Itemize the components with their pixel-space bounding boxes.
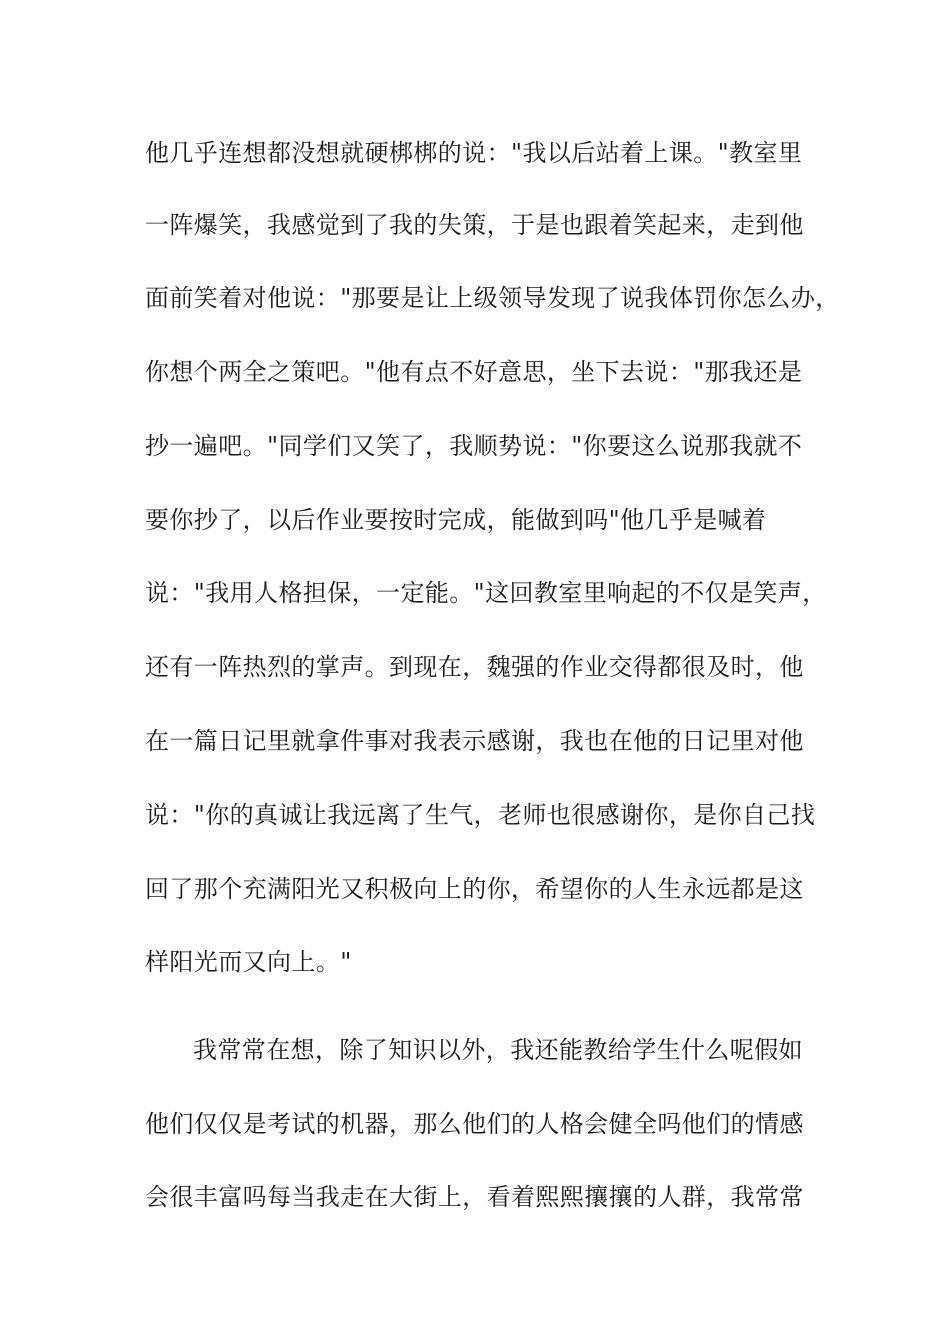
text-line: 他们仅仅是考试的机器，那么他们的人格会健全吗他们的情感 — [145, 1110, 804, 1138]
text-line: 在一篇日记里就拿件事对我表示感谢，我也在他的日记里对他 — [145, 727, 804, 755]
text-line: 会很丰富吗每当我走在大街上，看着熙熙攘攘的人群，我常常 — [145, 1183, 804, 1211]
text-line: 面前笑着对他说："那要是让上级领导发现了说我体罚你怎么办， — [145, 284, 840, 312]
text-line: 你想个两全之策吧。"他有点不好意思，坐下去说："那我还是 — [145, 358, 803, 386]
text-line: 样阳光而又向上。" — [145, 948, 352, 976]
paragraph-start-line: 我常常在想，除了知识以外，我还能教给学生什么呢假如 — [193, 1036, 803, 1064]
text-line: 回了那个充满阳光又积极向上的你，希望你的人生永远都是这 — [145, 875, 804, 903]
text-line: 还有一阵热烈的掌声。到现在，魏强的作业交得都很及时，他 — [145, 653, 804, 681]
text-line: 抄一遍吧。"同学们又笑了，我顺势说："你要这么说那我就不 — [145, 432, 803, 460]
text-line: 他几乎连想都没想就硬梆梆的说："我以后站着上课。"教室里 — [145, 139, 803, 167]
text-line: 要你抄了，以后作业要按时完成，能做到吗"他几乎是喊着 — [145, 506, 767, 534]
text-line: 一阵爆笑，我感觉到了我的失策，于是也跟着笑起来，走到他 — [145, 211, 804, 239]
text-line: 说："你的真诚让我远离了生气，老师也很感谢你，是你自己找 — [145, 801, 816, 829]
text-line: 说："我用人格担保，一定能。"这回教室里响起的不仅是笑声， — [145, 579, 827, 607]
